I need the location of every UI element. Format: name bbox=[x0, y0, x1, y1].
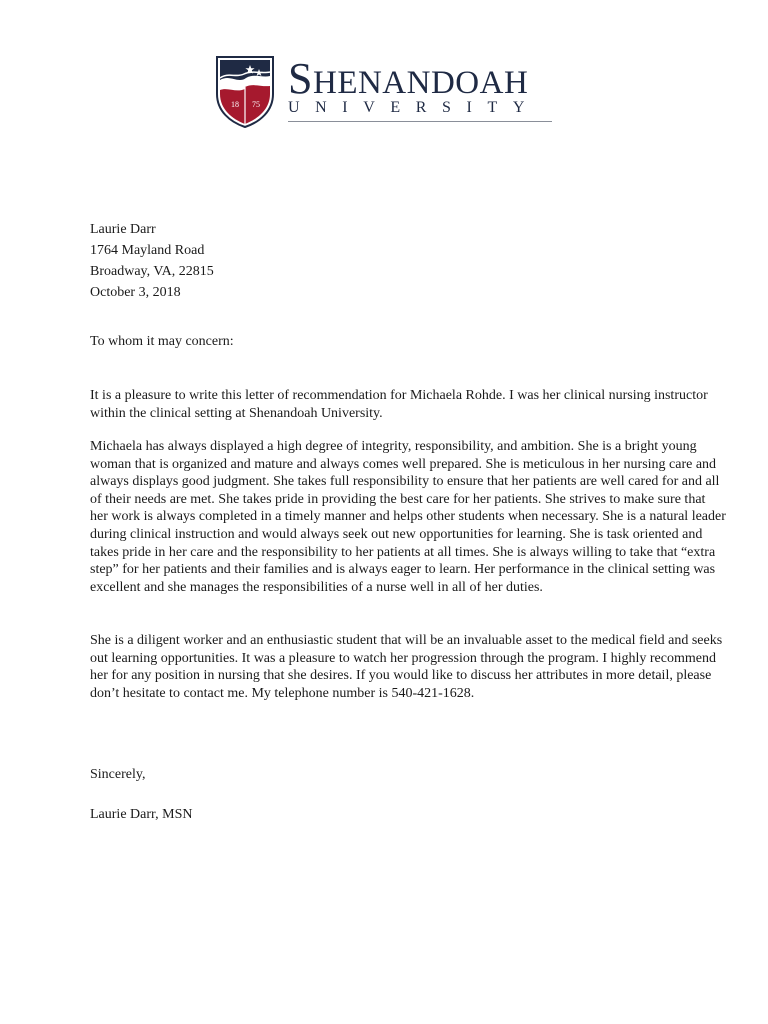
paragraph-text: Michaela has always displayed a high degree of integrity, responsibility, and ambition. She is a bright young woman that is organized and mature and always comes well prepared. She is meticulous in her nursing care and always displays good judgment. She takes full responsibility to ensure that her patients are well cared for and all of their needs are met. She takes pride in providing the best care for her patients. She strives to make sure that her work is always completed in a timely manner and helps other students when necessary. She is a natural leader during clinical instruction and would always seek out new opportunities for learning. She is task oriented and takes pride in her care and the responsibility to her patients at all times. She is always willing to take that “extra step” for her patients and their families and is always eager to learn. Her performance in the clinical setting was excellent and she manages the responsibilities of a nurse well in all of her duties. bbox=[90, 439, 726, 595]
letter-date: October 3, 2018 bbox=[90, 285, 181, 300]
university-seal-icon bbox=[216, 56, 274, 128]
paragraph-intro bbox=[90, 387, 726, 422]
letterhead-rule bbox=[288, 121, 552, 122]
paragraph-text: She is a diligent worker and an enthusiastic student that will be an invaluable asset to the medical field and seeks out learning opportunities. It was a pleasure to watch her progression through the program. I highly recommend her for any position in nursing that she desires. If you would like to discuss her attributes in more detail, please don’t hesitate to contact me. My telephone number is 540-421-1628. bbox=[90, 633, 723, 701]
paragraph-qualities bbox=[90, 438, 726, 596]
sender-city-state-zip: Broadway, VA, 22815 bbox=[90, 264, 214, 279]
letterhead bbox=[216, 56, 556, 128]
paragraph-recommendation bbox=[90, 632, 726, 702]
university-name bbox=[288, 54, 529, 104]
university-name-rest: HENANDOAH bbox=[312, 65, 529, 101]
sender-street: 1764 Mayland Road bbox=[90, 243, 205, 258]
salutation: To whom it may concern: bbox=[90, 334, 234, 349]
closing: Sincerely, bbox=[90, 767, 146, 782]
university-subtitle: UNIVERSITY bbox=[288, 99, 540, 116]
sender-name: Laurie Darr bbox=[90, 222, 156, 237]
seal-year-right: 75 bbox=[252, 100, 260, 109]
sender-address-block bbox=[90, 219, 726, 303]
signature: Laurie Darr, MSN bbox=[90, 807, 193, 822]
paragraph-text: It is a pleasure to write this letter of recommendation for Michaela Rohde. I was her clinical nursing instructor within the clinical setting at Shenandoah University. bbox=[90, 388, 708, 421]
university-name-initial: S bbox=[288, 54, 313, 103]
seal-year-left: 18 bbox=[231, 100, 239, 109]
